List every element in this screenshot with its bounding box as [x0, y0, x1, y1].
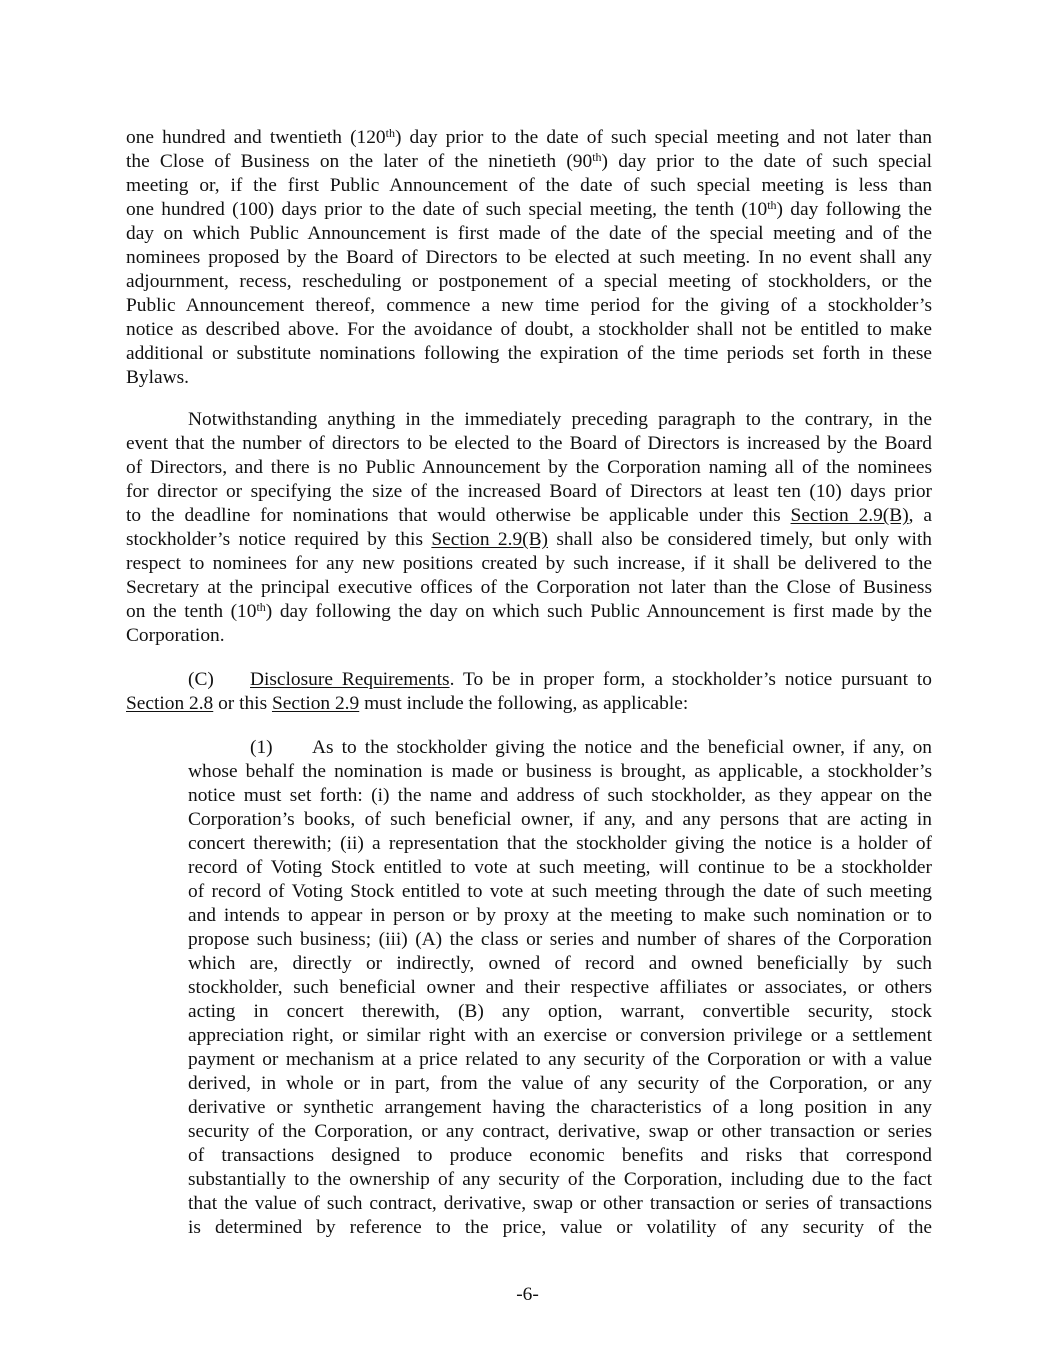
text-line	[188, 1192, 932, 1216]
text-run: adjournment, recess, rescheduling or postponement of a special meeting of stockholders, or the	[126, 271, 932, 292]
text-run: Corporation.	[126, 625, 225, 646]
text-line	[188, 832, 932, 856]
text-line	[126, 246, 932, 270]
section-label: (1)	[250, 737, 273, 758]
text-line	[126, 504, 932, 528]
text-run: Corporation’s books, of such beneficial owner, if any, and any persons that are acting in	[188, 809, 932, 830]
text-run: Bylaws.	[126, 367, 190, 388]
text-line	[126, 366, 932, 390]
text-line	[126, 174, 932, 198]
page-number: -6-	[516, 1284, 539, 1305]
text-run: payment or mechanism at a price related to any security of the Corporation or with a value	[188, 1049, 932, 1070]
text-line	[126, 668, 932, 692]
text-run: the Close of Business on the later of the ninetieth (90	[126, 151, 593, 172]
text-run: of record of Voting Stock entitled to vote at such meeting through the date of such meeting	[188, 881, 932, 902]
text-line	[126, 432, 932, 456]
text-run: Notwithstanding anything in the immediately preceding paragraph to the contrary, in the	[188, 409, 932, 430]
text-line	[188, 904, 932, 928]
text-line	[126, 222, 932, 246]
text-run: derivative or synthetic arrangement having the characteristics of a long position in any	[188, 1097, 932, 1118]
text-line	[126, 600, 932, 624]
paragraph-increased-board	[126, 408, 932, 648]
text-run: day on which Public Announcement is first made of the date of the special meeting and of the	[126, 223, 932, 244]
ordinal-superscript: th	[592, 150, 602, 164]
text-run: Public Announcement thereof, commence a new time period for the giving of a stockholder’s	[126, 295, 932, 316]
text-line	[188, 808, 932, 832]
text-run: that the value of such contract, derivative, swap or other transaction or series of transactions	[188, 1193, 932, 1214]
text-line	[126, 528, 932, 552]
underlined-reference: Section 2.8	[126, 693, 214, 714]
text-run: acting in concert therewith, (B) any option, warrant, convertible security, stock	[188, 1001, 932, 1022]
text-run: ) day prior to the date of such special	[601, 151, 932, 172]
text-run: additional or substitute nominations following the expiration of the time periods set forth in these	[126, 343, 932, 364]
text-line	[126, 198, 932, 222]
text-run: must include the following, as applicable:	[359, 693, 689, 714]
text-line	[188, 928, 932, 952]
text-run: on the tenth (10	[126, 601, 257, 622]
text-line	[188, 1120, 932, 1144]
text-line	[188, 856, 932, 880]
text-line	[188, 760, 932, 784]
text-line	[188, 1168, 932, 1192]
text-line	[188, 976, 932, 1000]
text-run: derived, in whole or in part, from the value of any security of the Corporation, or any	[188, 1073, 932, 1094]
text-run: ) day following the	[776, 199, 932, 220]
text-run: of transactions designed to produce economic benefits and risks that correspond	[188, 1145, 932, 1166]
text-run: one hundred and twentieth (120	[126, 127, 386, 148]
ordinal-superscript: th	[256, 600, 266, 614]
text-line	[126, 408, 932, 432]
text-run: Secretary at the principal executive offices of the Corporation not later than the Close of Business	[126, 577, 932, 598]
text-line	[188, 1096, 932, 1120]
underlined-reference: Section 2.9(B)	[790, 505, 909, 526]
text-run: notice must set forth: (i) the name and address of such stockholder, as they appear on the	[188, 785, 932, 806]
text-line	[126, 294, 932, 318]
text-line	[126, 692, 932, 716]
text-run: stockholder’s notice required by this	[126, 529, 432, 550]
text-run: respect to nominees for any new positions created by such increase, if it shall be delivered to the	[126, 553, 932, 574]
text-run: nominees proposed by the Board of Directors to be elected at such meeting. In no event shall any	[126, 247, 932, 268]
text-line	[188, 1216, 932, 1240]
text-run: meeting or, if the first Public Announcement of the date of such special meeting is less than	[126, 175, 932, 196]
text-line	[188, 736, 932, 760]
text-line	[188, 1000, 932, 1024]
text-run: one hundred (100) days prior to the date of such special meeting, the tenth (10	[126, 199, 768, 220]
text-run: concert therewith; (ii) a representation that the stockholder giving the notice is a holder of	[188, 833, 932, 854]
text-line	[126, 456, 932, 480]
text-run: and intends to appear in person or by proxy at the meeting to make such nomination or to	[188, 905, 932, 926]
text-line	[188, 1048, 932, 1072]
text-run: ) day following the day on which such Public Announcement is first made by the	[265, 601, 932, 622]
paragraph-special-meeting-timing	[126, 126, 932, 390]
section-label: (C)	[188, 669, 214, 690]
text-line	[126, 624, 932, 648]
text-run: notice as described above. For the avoidance of doubt, a stockholder shall not be entitled to make	[126, 319, 932, 340]
text-line	[188, 880, 932, 904]
paragraph-stockholder-disclosure-item-1	[188, 736, 932, 1240]
text-run: which are, directly or indirectly, owned of record and owned beneficially by such	[188, 953, 932, 974]
text-line	[126, 270, 932, 294]
text-line	[188, 1144, 932, 1168]
text-line	[126, 480, 932, 504]
text-run: is determined by reference to the price, value or volatility of any security of the	[188, 1217, 932, 1238]
text-line	[126, 318, 932, 342]
text-line	[126, 126, 932, 150]
underlined-reference: Disclosure Requirements	[250, 669, 450, 690]
underlined-reference: Section 2.9	[271, 693, 360, 714]
text-run: event that the number of directors to be elected to the Board of Directors is increased by the Board	[126, 433, 932, 454]
text-run: for director or specifying the size of the increased Board of Directors at least ten (10) days prior	[126, 481, 932, 502]
text-line	[126, 552, 932, 576]
text-line	[188, 784, 932, 808]
paragraph-disclosure-requirements	[126, 668, 932, 716]
ordinal-superscript: th	[385, 126, 395, 140]
text-run: , a	[908, 505, 932, 526]
text-run: security of the Corporation, or any contract, derivative, swap or other transaction or series	[188, 1121, 932, 1142]
text-line	[126, 150, 932, 174]
text-run: record of Voting Stock entitled to vote at such meeting, will continue to be a stockholder	[188, 857, 932, 878]
text-run: As to the stockholder giving the notice and the beneficial owner, if any, on	[312, 737, 932, 758]
text-line	[126, 342, 932, 366]
text-run: stockholder, such beneficial owner and their respective affiliates or associates, or others	[188, 977, 932, 998]
text-run: . To be in proper form, a stockholder’s notice pursuant to	[449, 669, 932, 690]
text-line	[188, 1072, 932, 1096]
text-run: of Directors, and there is no Public Announcement by the Corporation naming all of the nominees	[126, 457, 932, 478]
text-run: appreciation right, or similar right with an exercise or conversion privilege or a settlement	[188, 1025, 932, 1046]
text-line	[188, 1024, 932, 1048]
ordinal-superscript: th	[767, 198, 777, 212]
text-run: ) day prior to the date of such special meeting and not later than	[394, 127, 933, 148]
text-run: substantially to the ownership of any security of the Corporation, including due to the fact	[188, 1169, 932, 1190]
underlined-reference: Section 2.9(B)	[431, 529, 548, 550]
text-line	[126, 576, 932, 600]
text-line	[188, 952, 932, 976]
text-run: or this	[213, 693, 272, 714]
text-run: whose behalf the nomination is made or business is brought, as applicable, a stockholder’s	[188, 761, 932, 782]
text-run: shall also be considered timely, but only with	[548, 529, 932, 550]
text-run: propose such business; (iii) (A) the class or series and number of shares of the Corporation	[188, 929, 932, 950]
text-run: to the deadline for nominations that would otherwise be applicable under this	[126, 505, 791, 526]
